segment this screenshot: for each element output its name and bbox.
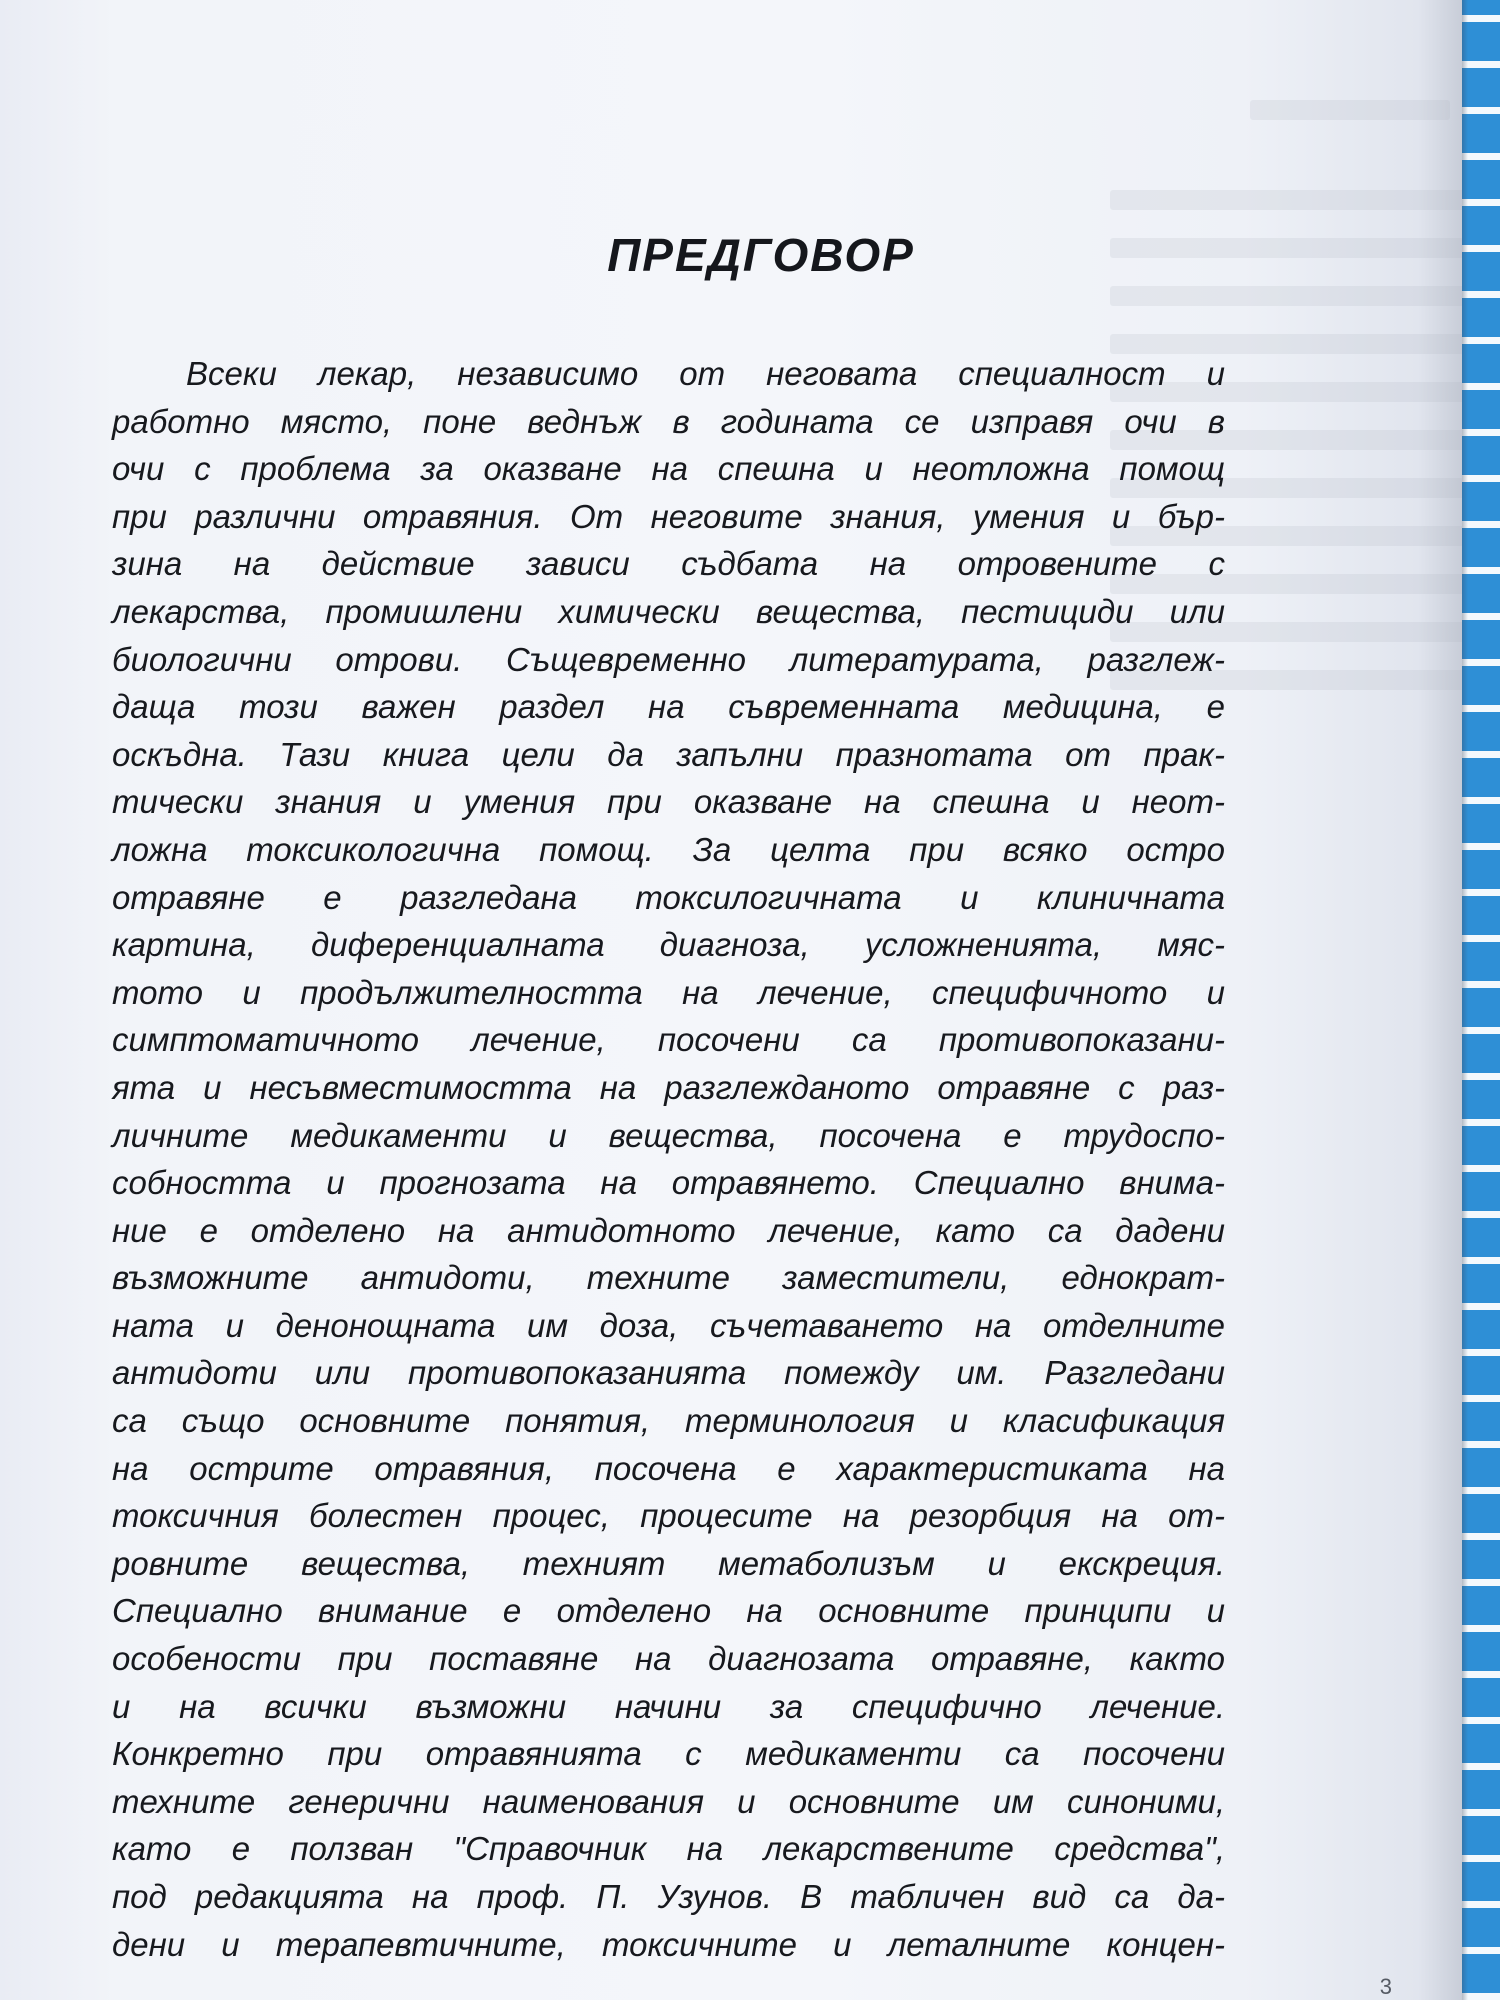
text-line: ята и несъвместимостта на разглежданото отравяне с раз- xyxy=(112,1068,1225,1106)
text-line: ната и денонощната им доза, съчетаването на отделните xyxy=(112,1306,1225,1344)
text-line: собността и прогнозата на отравянето. Специално внима- xyxy=(112,1164,1225,1202)
text-line: токсичния болестен процес, процесите на резорбция на от- xyxy=(112,1497,1225,1535)
text-line: зина на действие зависи съдбата на отровените с xyxy=(112,545,1225,583)
text-line: дени и терапевтичните, токсичните и леталните концен- xyxy=(112,1925,1225,1963)
text-line: Конкретно при отравянията с медикаменти са посочени xyxy=(112,1735,1225,1773)
text-line: Всеки лекар, независимо от неговата специалност и xyxy=(186,355,1225,392)
text-line: даща този важен раздел на съвременната медицина, е xyxy=(112,688,1225,726)
page-title: ПРЕДГОВОР xyxy=(607,229,915,281)
preface-body xyxy=(112,350,1225,1968)
text-line: са също основните понятия, терминология и класификация xyxy=(112,1402,1225,1440)
text-line: антидоти или противопоказанията помежду им. Разгледани xyxy=(112,1354,1225,1392)
text-line: възможните антидоти, техните заместители, еднократ- xyxy=(112,1259,1225,1297)
text-line: ложна токсикологична помощ. За целта при всяко остро xyxy=(112,830,1225,868)
text-line: ние е отделено на антидотното лечение, като са дадени xyxy=(112,1211,1225,1249)
page-number: 3 xyxy=(1379,1974,1392,1999)
text-line: тото и продължителността на лечение, специфичното и xyxy=(112,973,1225,1011)
text-line: ровните вещества, техният метаболизъм и екскреция. xyxy=(112,1544,1225,1582)
text-line: личните медикаменти и вещества, посочена е трудоспо- xyxy=(112,1116,1225,1154)
text-line: отравяне е разгледана токсилогичната и клиничната xyxy=(112,878,1225,916)
text-line: очи с проблема за оказване на спешна и неотложна помощ xyxy=(112,450,1225,488)
page-edge-shadow xyxy=(1462,0,1468,2000)
text-line: Специално внимание е отделено на основните принципи и xyxy=(112,1592,1225,1630)
text-line: като е ползван "Справочник на лекарствените средства", xyxy=(112,1830,1225,1868)
text-line: лекарства, промишлени химически вещества, пестициди или xyxy=(112,592,1225,630)
text-line: на острите отравяния, посочена е характеристиката на xyxy=(112,1449,1225,1487)
text-line: особености при поставяне на диагнозата отравяне, както xyxy=(112,1640,1225,1678)
text-line: оскъдна. Тази книга цели да запълни празнотата от прак- xyxy=(112,735,1225,773)
text-line: тически знания и умения при оказване на спешна и неот- xyxy=(112,783,1225,821)
text-line: биологични отрови. Същевременно литературата, разглеж- xyxy=(112,640,1225,678)
text-line: работно място, поне веднъж в годината се изправя очи в xyxy=(112,402,1225,440)
text-line: техните генерични наименования и основните им синоними, xyxy=(112,1782,1225,1820)
grid-paper-edge xyxy=(1462,0,1500,2000)
text-line: картина, диференциалната диагноза, усложненията, мяс- xyxy=(112,926,1225,964)
text-line: при различни отравяния. От неговите знания, умения и бър- xyxy=(112,497,1225,535)
text-line: и на всички възможни начини за специфично лечение. xyxy=(112,1687,1225,1725)
text-line: симптоматичното лечение, посочени са противопоказани- xyxy=(112,1021,1225,1059)
text-line: под редакцията на проф. П. Узунов. В табличен вид са да- xyxy=(112,1878,1225,1915)
